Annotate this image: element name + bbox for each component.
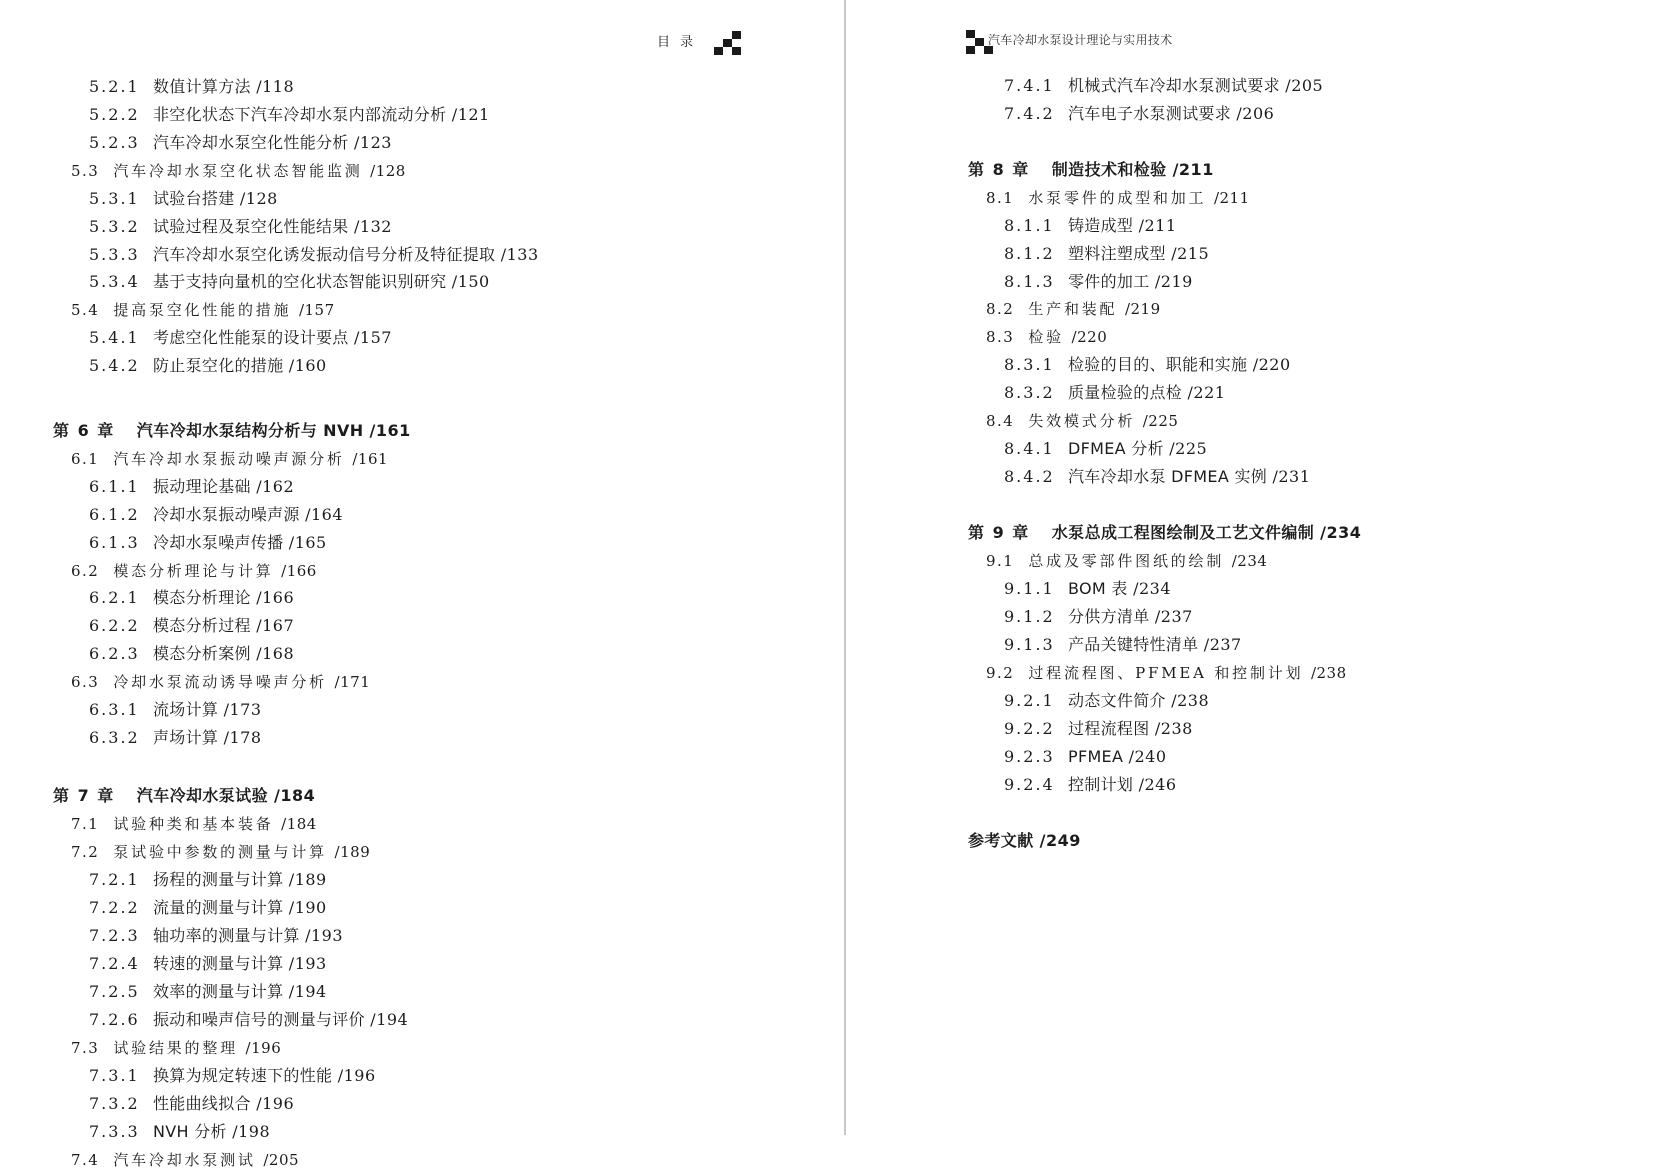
toc-entry-page-number: /123 (354, 133, 392, 152)
toc-entry-number: 8.1.3 (1004, 272, 1055, 291)
toc-entry-number: 5.4 (71, 301, 100, 319)
toc-entry-number: 第 7 章 (53, 786, 115, 805)
toc-entry-section[interactable] (71, 814, 317, 834)
toc-entry-page-number: /157 (354, 328, 392, 347)
toc-entry-page-number: /157 (298, 301, 335, 319)
toc-entry-title: 模态分析案例 (153, 644, 251, 663)
toc-entry-number: 9.2.3 (1004, 747, 1055, 766)
toc-entry-title: 汽车冷却水泵空化性能分析 (153, 133, 349, 152)
toc-entry-sub[interactable] (89, 1094, 294, 1114)
toc-entry-sub[interactable] (1004, 355, 1291, 375)
toc-entry-sub[interactable] (89, 328, 392, 348)
toc-entry-page-number: /194 (370, 1010, 409, 1029)
toc-entry-sub[interactable] (1004, 439, 1207, 459)
toc-entry-title: 汽车电子水泵测试要求 (1068, 104, 1232, 123)
toc-entry-section[interactable] (71, 842, 370, 862)
toc-entry-sub[interactable] (1004, 579, 1171, 599)
toc-entry-page-number: /178 (223, 728, 262, 747)
toc-entry-page-number: /211 (1138, 216, 1177, 235)
toc-entry-page-number: /161 (352, 450, 389, 468)
toc-entry-number: 6.3.2 (89, 728, 140, 747)
toc-entry-section[interactable] (71, 1038, 281, 1058)
toc-entry-number: 9.1.3 (1004, 635, 1055, 654)
toc-entry-sub[interactable] (1004, 635, 1242, 655)
toc-entry-title: 检验 (1028, 328, 1064, 346)
toc-entry-title: 泵试验中参数的测量与计算 (113, 843, 327, 861)
toc-entry-page-number: /121 (451, 105, 490, 124)
toc-entry-sub[interactable] (1004, 607, 1193, 627)
toc-entry-title: 振动理论基础 (153, 477, 251, 496)
toc-entry-page-number: /196 (256, 1094, 295, 1113)
toc-entry-sub[interactable] (1004, 76, 1323, 96)
right-page (846, 0, 1672, 1135)
toc-entry-title: 分供方清单 (1068, 607, 1150, 626)
toc-entry-page-number: /193 (288, 954, 327, 973)
toc-entry-number: 8.3 (986, 328, 1015, 346)
toc-entry-page-number: /166 (256, 588, 295, 607)
toc-entry-title: 非空化状态下汽车冷却水泵内部流动分析 (153, 105, 447, 124)
toc-entry-page-number: /211 (1172, 160, 1214, 179)
toc-entry-number: 7.2 (71, 843, 100, 861)
toc-entry-number: 5.3.4 (89, 272, 140, 291)
toc-entry-page-number: /237 (1154, 607, 1193, 626)
toc-entry-title: 质量检验的点检 (1068, 383, 1183, 402)
toc-entry-page-number: /166 (281, 562, 317, 580)
toc-entry-sub[interactable] (1004, 775, 1177, 795)
toc-entry-title: 失效模式分析 (1028, 412, 1136, 430)
toc-entry-number: 8.4.2 (1004, 467, 1055, 486)
toc-entry-title: 塑料注塑成型 (1068, 244, 1166, 263)
toc-entry-section[interactable] (986, 188, 1250, 208)
toc-entry-title: 试验种类和基本装备 (113, 815, 274, 833)
toc-entry-sub[interactable] (1004, 747, 1167, 767)
toc-entry-title: 水泵总成工程图绘制及工艺文件编制 (1051, 523, 1315, 542)
toc-entry-number: 5.3.1 (89, 189, 140, 208)
toc-entry-number: 6.1.2 (89, 505, 140, 524)
toc-entry-title: 汽车冷却水泵测试 (113, 1151, 256, 1169)
toc-entry-page-number: /164 (305, 505, 344, 524)
toc-entry-chapter[interactable] (968, 831, 1081, 851)
toc-entry-title: 汽车冷却水泵试验 (136, 786, 268, 805)
toc-entry-page-number: /173 (223, 700, 262, 719)
toc-entry-title: 提高泵空化性能的措施 (113, 301, 292, 319)
toc-entry-chapter[interactable] (968, 160, 1214, 180)
toc-entry-page-number: /225 (1169, 439, 1208, 458)
header-checker-mark-icon (714, 31, 741, 55)
toc-entry-section[interactable] (986, 663, 1347, 683)
toc-entry-page-number: /249 (1039, 831, 1081, 850)
toc-entry-number: 5.2.2 (89, 105, 140, 124)
toc-entry-title: NVH 分析 (153, 1122, 227, 1141)
toc-entry-sub[interactable] (1004, 383, 1225, 403)
toc-entry-number: 7.4.2 (1004, 104, 1055, 123)
toc-entry-section[interactable] (71, 1150, 299, 1170)
toc-entry-sub[interactable] (89, 217, 392, 237)
toc-entry-title: 产品关键特性清单 (1068, 635, 1199, 654)
toc-entry-title: 数值计算方法 (153, 77, 251, 96)
toc-entry-sub[interactable] (89, 1066, 376, 1086)
toc-entry-title: 流场计算 (153, 700, 219, 719)
toc-entry-sub[interactable] (89, 1122, 270, 1142)
toc-entry-title: 冷却水泵噪声传播 (153, 533, 284, 552)
toc-entry-sub[interactable] (89, 700, 262, 720)
toc-entry-number: 9.1.1 (1004, 579, 1055, 598)
toc-entry-title: 换算为规定转速下的性能 (153, 1066, 333, 1085)
toc-entry-number: 9.1 (986, 552, 1015, 570)
toc-entry-number: 7.3.3 (89, 1122, 140, 1141)
toc-entry-title: 试验结果的整理 (113, 1039, 238, 1057)
toc-entry-page-number: /118 (256, 77, 295, 96)
toc-entry-number: 8.3.1 (1004, 355, 1055, 374)
toc-entry-number: 7.3.1 (89, 1066, 140, 1085)
toc-entry-sub[interactable] (89, 133, 392, 153)
toc-entry-number: 7.3 (71, 1039, 100, 1057)
toc-entry-title: 扬程的测量与计算 (153, 870, 284, 889)
toc-entry-sub[interactable] (89, 644, 294, 664)
toc-entry-sub[interactable] (89, 954, 327, 974)
toc-entry-title: 模态分析理论与计算 (113, 562, 274, 580)
toc-entry-sub[interactable] (89, 272, 490, 292)
toc-entry-title: 生产和装配 (1028, 300, 1118, 318)
toc-entry-page-number: /189 (288, 870, 327, 889)
toc-entry-number: 7.2.5 (89, 982, 140, 1001)
toc-entry-title: 零件的加工 (1068, 272, 1150, 291)
toc-entry-number: 5.2.1 (89, 77, 140, 96)
toc-entry-number: 5.3.3 (89, 245, 140, 264)
toc-entry-sub[interactable] (89, 477, 294, 497)
toc-entry-sub[interactable] (89, 245, 539, 265)
toc-entry-title: 轴功率的测量与计算 (153, 926, 300, 945)
toc-entry-number: 7.4.1 (1004, 76, 1055, 95)
toc-entry-page-number: /206 (1236, 104, 1275, 123)
toc-entry-page-number: /171 (334, 673, 371, 691)
toc-entry-title: 铸造成型 (1068, 216, 1134, 235)
toc-entry-sub[interactable] (89, 533, 327, 553)
toc-entry-title: 考虑空化性能泵的设计要点 (153, 328, 349, 347)
toc-entry-page-number: /238 (1171, 691, 1210, 710)
toc-entry-page-number: /220 (1252, 355, 1291, 374)
toc-entry-sub[interactable] (89, 898, 327, 918)
toc-entry-chapter[interactable] (53, 421, 411, 441)
toc-entry-page-number: /193 (305, 926, 344, 945)
toc-entry-sub[interactable] (1004, 467, 1310, 487)
toc-entry-section[interactable] (986, 327, 1107, 347)
toc-entry-sub[interactable] (1004, 719, 1193, 739)
toc-entry-title: 水泵零件的成型和加工 (1028, 189, 1207, 207)
toc-entry-page-number: /221 (1187, 383, 1226, 402)
toc-entry-title: 控制计划 (1068, 775, 1134, 794)
toc-entry-title: 机械式汽车冷却水泵测试要求 (1068, 76, 1280, 95)
running-header-right: 汽车冷却水泵设计理论与实用技术 (988, 33, 1173, 47)
toc-entry-sub[interactable] (1004, 104, 1274, 124)
toc-entry-sub[interactable] (89, 926, 343, 946)
toc-entry-title: 汽车冷却水泵 DFMEA 实例 (1068, 467, 1268, 486)
toc-entry-title: 振动和噪声信号的测量与评价 (153, 1010, 365, 1029)
toc-entry-page-number: /238 (1154, 719, 1193, 738)
toc-entry-page-number: /234 (1133, 579, 1172, 598)
toc-entry-page-number: /128 (370, 162, 406, 180)
toc-entry-title: 试验台搭建 (153, 189, 235, 208)
toc-entry-sub[interactable] (1004, 216, 1177, 236)
toc-entry-number: 7.2.4 (89, 954, 140, 973)
toc-entry-section[interactable] (986, 299, 1161, 319)
toc-entry-title: 效率的测量与计算 (153, 982, 284, 1001)
toc-entry-page-number: /198 (232, 1122, 271, 1141)
toc-entry-page-number: /211 (1213, 189, 1250, 207)
toc-entry-number: 7.4 (71, 1151, 100, 1169)
toc-entry-title: 制造技术和检验 (1051, 160, 1167, 179)
toc-entry-sub[interactable] (89, 189, 278, 209)
toc-entry-title: 模态分析理论 (153, 588, 251, 607)
toc-entry-sub[interactable] (89, 728, 262, 748)
toc-entry-section[interactable] (71, 449, 388, 469)
toc-entry-number: 5.3 (71, 162, 100, 180)
toc-entry-number: 9.1.2 (1004, 607, 1055, 626)
toc-entry-number: 6.1 (71, 450, 100, 468)
toc-entry-title: 过程流程图、PFMEA 和控制计划 (1028, 664, 1304, 682)
toc-entry-sub[interactable] (89, 105, 490, 125)
toc-entry-number: 第 8 章 (968, 160, 1030, 179)
toc-entry-title: 防止泵空化的措施 (153, 356, 284, 375)
toc-entry-number: 8.1.1 (1004, 216, 1055, 235)
toc-entry-number: 6.2.2 (89, 616, 140, 635)
toc-entry-page-number: /219 (1154, 272, 1193, 291)
toc-entry-number: 8.4 (986, 412, 1015, 430)
toc-entry-page-number: /162 (256, 477, 295, 496)
toc-entry-title: 流量的测量与计算 (153, 898, 284, 917)
toc-entry-section[interactable] (986, 551, 1267, 571)
toc-entry-page-number: /231 (1272, 467, 1311, 486)
toc-entry-title: 试验过程及泵空化性能结果 (153, 217, 349, 236)
toc-entry-title: 检验的目的、职能和实施 (1068, 355, 1248, 374)
toc-entry-number: 7.1 (71, 815, 100, 833)
toc-entry-title: 基于支持向量机的空化状态智能识别研究 (153, 272, 447, 291)
toc-entry-page-number: /184 (273, 786, 316, 805)
toc-entry-title: 性能曲线拟合 (153, 1094, 251, 1113)
toc-entry-page-number: /133 (500, 245, 539, 264)
toc-entry-number: 6.1.3 (89, 533, 140, 552)
toc-entry-sub[interactable] (89, 870, 327, 890)
toc-entry-page-number: /215 (1171, 244, 1210, 263)
toc-entry-number: 6.2.3 (89, 644, 140, 663)
toc-entry-sub[interactable] (1004, 244, 1209, 264)
toc-entry-page-number: /167 (256, 616, 295, 635)
toc-entry-number: 7.2.6 (89, 1010, 140, 1029)
toc-entry-section[interactable] (71, 300, 335, 320)
toc-entry-title: 过程流程图 (1068, 719, 1150, 738)
toc-entry-sub[interactable] (1004, 272, 1193, 292)
toc-entry-sub[interactable] (89, 1010, 408, 1030)
toc-entry-page-number: /238 (1310, 664, 1347, 682)
toc-entry-title: 模态分析过程 (153, 616, 251, 635)
toc-entry-number: 第 9 章 (968, 523, 1030, 542)
toc-entry-page-number: /184 (281, 815, 317, 833)
toc-entry-title: 冷却水泵振动噪声源 (153, 505, 300, 524)
toc-entry-number: 6.3.1 (89, 700, 140, 719)
toc-entry-page-number: /194 (288, 982, 327, 1001)
toc-entry-title: 汽车冷却水泵空化状态智能监测 (113, 162, 363, 180)
toc-entry-page-number: /225 (1142, 412, 1179, 430)
toc-entry-page-number: /219 (1124, 300, 1161, 318)
toc-entry-page-number: /189 (334, 843, 371, 861)
toc-entry-section[interactable] (71, 161, 406, 181)
toc-entry-page-number: /196 (245, 1039, 282, 1057)
toc-entry-title: 冷却水泵流动诱导噪声分析 (113, 673, 327, 691)
toc-entry-sub[interactable] (89, 77, 294, 97)
toc-entry-page-number: /161 (369, 421, 411, 440)
toc-entry-title: PFMEA (1068, 747, 1124, 766)
toc-entry-number: 8.3.2 (1004, 383, 1055, 402)
toc-entry-page-number: /128 (239, 189, 278, 208)
toc-entry-sub[interactable] (89, 588, 294, 608)
toc-entry-number: 5.4.1 (89, 328, 140, 347)
toc-entry-page-number: /190 (288, 898, 327, 917)
toc-entry-page-number: /220 (1071, 328, 1108, 346)
toc-entry-number: 6.2.1 (89, 588, 140, 607)
toc-entry-number: 7.2.2 (89, 898, 140, 917)
running-header-left: 目录 (657, 35, 704, 50)
toc-entry-number: 9.2.2 (1004, 719, 1055, 738)
toc-entry-page-number: /234 (1231, 552, 1268, 570)
toc-entry-section[interactable] (986, 411, 1178, 431)
toc-entry-title: 汽车冷却水泵振动噪声源分析 (113, 450, 345, 468)
toc-entry-number: 9.2.4 (1004, 775, 1055, 794)
toc-entry-page-number: /168 (256, 644, 295, 663)
toc-entry-title: 声场计算 (153, 728, 219, 747)
toc-entry-number: 8.1 (986, 189, 1015, 207)
toc-entry-chapter[interactable] (968, 523, 1361, 543)
toc-entry-section[interactable] (71, 561, 317, 581)
toc-entry-title: 参考文献 (968, 831, 1034, 850)
toc-entry-title: 汽车冷却水泵结构分析与 NVH (136, 421, 364, 440)
toc-entry-page-number: /150 (451, 272, 490, 291)
toc-entry-title: 转速的测量与计算 (153, 954, 284, 973)
toc-entry-number: 8.4.1 (1004, 439, 1055, 458)
toc-entry-number: 7.2.1 (89, 870, 140, 889)
toc-entry-page-number: /240 (1128, 747, 1167, 766)
toc-entry-number: 7.3.2 (89, 1094, 140, 1113)
toc-entry-page-number: /160 (288, 356, 327, 375)
toc-entry-sub[interactable] (1004, 691, 1209, 711)
toc-entry-sub[interactable] (89, 356, 327, 376)
toc-entry-title: 动态文件简介 (1068, 691, 1166, 710)
toc-entry-chapter[interactable] (53, 786, 315, 806)
toc-entry-page-number: /237 (1203, 635, 1242, 654)
toc-entry-page-number: /246 (1138, 775, 1177, 794)
toc-entry-number: 6.1.1 (89, 477, 140, 496)
toc-entry-sub[interactable] (89, 616, 294, 636)
toc-entry-number: 5.4.2 (89, 356, 140, 375)
toc-entry-title: DFMEA 分析 (1068, 439, 1164, 458)
toc-entry-number: 9.2 (986, 664, 1015, 682)
toc-entry-title: BOM 表 (1068, 579, 1128, 598)
toc-entry-page-number: /234 (1320, 523, 1362, 542)
toc-entry-number: 8.2 (986, 300, 1015, 318)
toc-entry-page-number: /196 (337, 1066, 376, 1085)
toc-entry-number: 6.2 (71, 562, 100, 580)
toc-entry-number: 5.2.3 (89, 133, 140, 152)
toc-entry-page-number: /165 (288, 533, 327, 552)
toc-entry-number: 9.2.1 (1004, 691, 1055, 710)
toc-entry-section[interactable] (71, 672, 370, 692)
toc-entry-page-number: /205 (1285, 76, 1324, 95)
toc-entry-page-number: /205 (263, 1151, 300, 1169)
toc-entry-title: 总成及零部件图纸的绘制 (1028, 552, 1225, 570)
toc-entry-title: 汽车冷却水泵空化诱发振动信号分析及特征提取 (153, 245, 496, 264)
toc-entry-number: 5.3.2 (89, 217, 140, 236)
toc-entry-number: 8.1.2 (1004, 244, 1055, 263)
toc-entry-number: 7.2.3 (89, 926, 140, 945)
toc-entry-sub[interactable] (89, 982, 327, 1002)
toc-entry-number: 第 6 章 (53, 421, 115, 440)
toc-entry-sub[interactable] (89, 505, 343, 525)
toc-entry-page-number: /132 (354, 217, 392, 236)
toc-entry-number: 6.3 (71, 673, 100, 691)
